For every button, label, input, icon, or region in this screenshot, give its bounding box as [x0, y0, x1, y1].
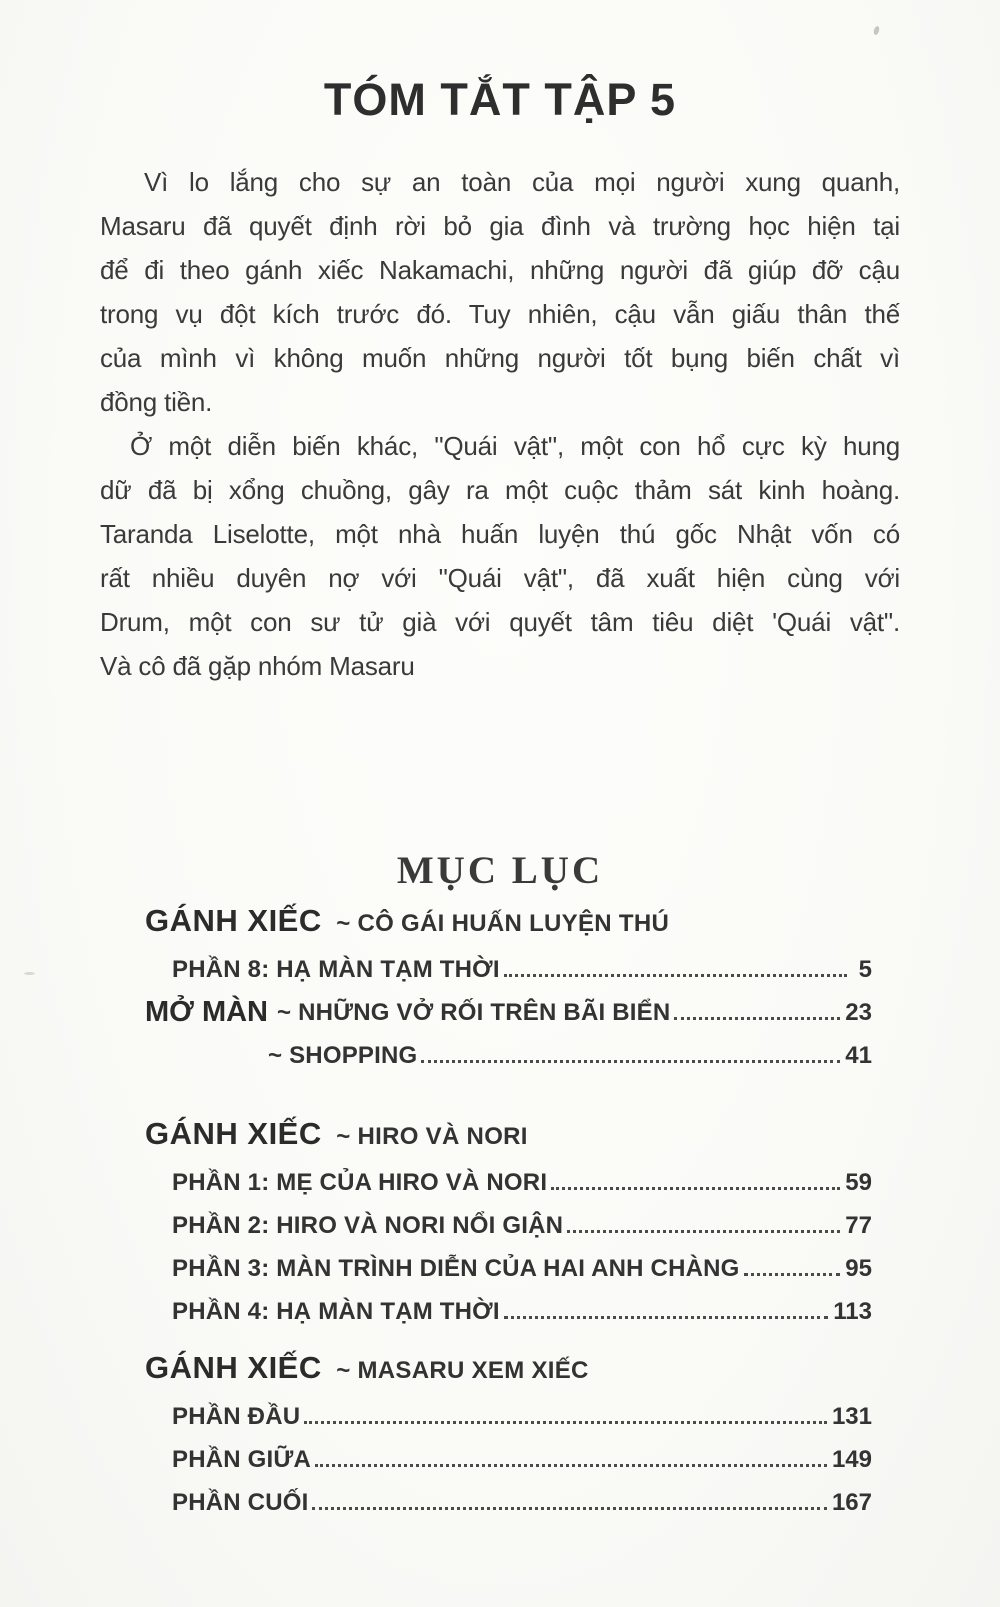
- toc-section-title-main: GÁNH XIẾC: [145, 1350, 322, 1385]
- page-title: TÓM TẮT TẬP 5: [323, 74, 677, 126]
- toc-entry-page: 95: [845, 1255, 872, 1282]
- toc-section-title-main: GÁNH XIẾC: [145, 903, 322, 938]
- toc-entry: [145, 1030, 872, 1073]
- summary-line: dữ đã bị xổng chuồng, gây ra một cuộc thảm sát kinh hoàng.: [100, 475, 900, 505]
- toc-entry-label: ~ SHOPPING: [268, 1042, 418, 1069]
- summary-line: để đi theo gánh xiếc Nakamachi, những người đã giúp đỡ cậu: [100, 255, 900, 285]
- toc-entry: [145, 1477, 872, 1520]
- toc-section-title-sub: ~ MASARU XEM XIẾC: [336, 1357, 589, 1384]
- dotted-leader: [567, 1230, 840, 1233]
- toc-entry: [145, 1286, 872, 1329]
- toc-entry: [145, 944, 872, 987]
- toc-entry-page: 5: [858, 956, 872, 983]
- dotted-leader: [744, 1273, 841, 1276]
- scan-speck: [24, 972, 35, 975]
- toc-entry-page: 59: [845, 1169, 872, 1196]
- toc-section-title: [145, 1345, 872, 1391]
- summary-line: Vì lo lắng cho sự an toàn của mọi người xung quanh,: [144, 167, 900, 197]
- dotted-leader: [504, 1316, 829, 1319]
- toc-section-title-sub: ~ HIRO VÀ NORI: [336, 1123, 528, 1150]
- dotted-leader: [551, 1187, 840, 1190]
- toc-entry-page: 113: [833, 1298, 872, 1325]
- toc-entry-page: 131: [831, 1403, 872, 1430]
- dotted-leader: [304, 1421, 827, 1424]
- summary-line: rất nhiều duyên nợ với "Quái vật", đã xuất hiện cùng với: [100, 563, 900, 593]
- toc-entry: [145, 1200, 872, 1243]
- dotted-leader: [421, 1060, 840, 1063]
- toc-entry-label: PHẦN 8: HẠ MÀN TẠM THỜI: [172, 956, 500, 983]
- table-of-contents: [145, 898, 872, 1520]
- summary-paragraphs: [100, 160, 900, 688]
- summary-line: Taranda Liselotte, một nhà huấn luyện thú gốc Nhật vốn có: [100, 519, 900, 549]
- summary-line: Và cô đã gặp nhóm Masaru: [100, 651, 415, 681]
- summary-line: của mình vì không muốn những người tốt bụng biến chất vì: [100, 343, 900, 373]
- toc-entry: [145, 1157, 872, 1200]
- toc-section-ganh-xiec-3: [145, 1345, 872, 1520]
- toc-entry-label: PHẦN 1: MẸ CỦA HIRO VÀ NORI: [172, 1169, 548, 1196]
- summary-line: Masaru đã quyết định rời bỏ gia đình và trường học hiện tại: [100, 211, 900, 241]
- summary-line: Ở một diễn biến khác, "Quái vật", một con hổ cực kỳ hung: [130, 431, 900, 461]
- dotted-leader: [315, 1464, 827, 1467]
- toc-section-title: [145, 898, 872, 944]
- toc-heading: MỤC LỤC: [396, 849, 604, 893]
- toc-entry-label: PHẦN ĐẦU: [172, 1403, 301, 1430]
- toc-entry: [145, 987, 872, 1030]
- scan-speck: [873, 25, 881, 35]
- summary-line: đồng tiền.: [100, 387, 213, 417]
- dotted-leader: [674, 1017, 840, 1020]
- toc-entry: [145, 1243, 872, 1286]
- toc-entry-page: 167: [831, 1489, 872, 1516]
- toc-entry-label: PHẦN GIỮA: [172, 1446, 312, 1473]
- toc-entry-label: ~ NHỮNG VỞ RỐI TRÊN BÃI BIỂN: [277, 999, 671, 1026]
- toc-entry-label: PHẦN 2: HIRO VÀ NORI NỔI GIẬN: [172, 1212, 564, 1239]
- toc-section-title-main: GÁNH XIẾC: [145, 1116, 322, 1151]
- summary-line: Drum, một con sư tử già với quyết tâm tiêu diệt 'Quái vật".: [100, 607, 900, 637]
- toc-entry-label: PHẦN 3: MÀN TRÌNH DIỄN CỦA HAI ANH CHÀNG: [172, 1255, 740, 1282]
- toc-entry-page: 41: [845, 1042, 872, 1069]
- toc-section-ganh-xiec-2: [145, 1111, 872, 1329]
- toc-entry-prefix: MỞ MÀN: [145, 996, 268, 1028]
- toc-entry-page: 77: [845, 1212, 872, 1239]
- dotted-leader: [312, 1507, 826, 1510]
- toc-entry: [145, 1391, 872, 1434]
- toc-entry-page: 149: [831, 1446, 872, 1473]
- toc-entry-label: PHẦN CUỐI: [172, 1489, 309, 1516]
- toc-entry-page: 23: [845, 999, 872, 1026]
- summary-line: trong vụ đột kích trước đó. Tuy nhiên, cậu vẫn giấu thân thế: [100, 299, 900, 329]
- dotted-leader: [504, 974, 847, 977]
- toc-section-ganh-xiec-1: [145, 898, 872, 1073]
- toc-entry-label: PHẦN 4: HẠ MÀN TẠM THỜI: [172, 1298, 500, 1325]
- toc-entry: [145, 1434, 872, 1477]
- toc-section-title-sub: ~ CÔ GÁI HUẤN LUYỆN THÚ: [336, 910, 670, 937]
- toc-section-title: [145, 1111, 872, 1157]
